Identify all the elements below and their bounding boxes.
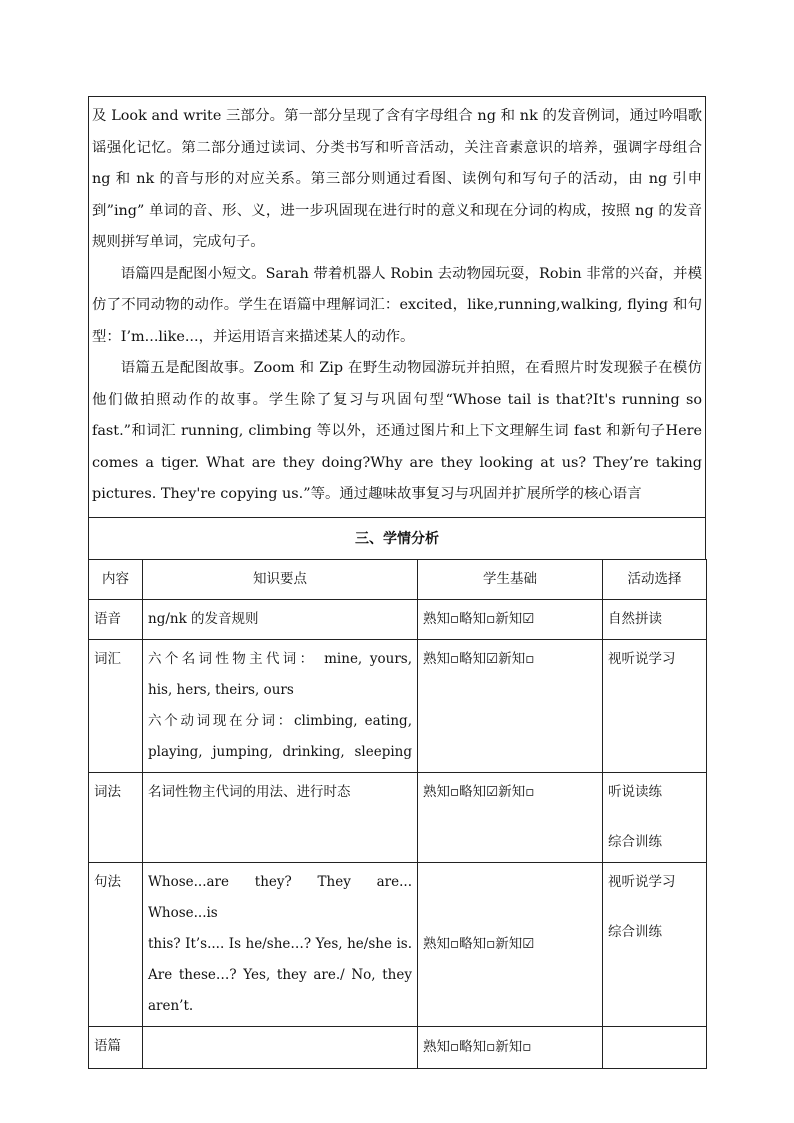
section-title: 三、学情分析 — [88, 517, 706, 559]
row-knowledge — [143, 1026, 418, 1068]
knowledge-line: his, hers, theirs, ours — [148, 681, 294, 698]
table-row — [89, 639, 707, 772]
document-page — [88, 96, 706, 1069]
row-basis: 熟知▫略知▫新知▫ — [418, 1026, 603, 1068]
knowledge-line: ng/nk 的发音规则 — [148, 610, 259, 627]
activity-line: 听说读练 — [608, 783, 662, 800]
analysis-table — [88, 559, 707, 1069]
intro-paragraph-2: 语篇四是配图小短文。Sarah 带着机器人 Robin 去动物园玩耍，Robin 非常的兴奋，并模仿了不同动物的动作。学生在语篇中理解词汇：excited，like,running,walking, flying 和句型：I’m...like...，并运用语言来描述某人的动作。 — [92, 265, 702, 345]
row-basis: 熟知▫略知▫新知☑ — [418, 599, 603, 639]
row-content: 词法 — [89, 772, 143, 862]
activity-line: 综合训练 — [608, 923, 662, 940]
knowledge-line: playing, jumping, drinking, sleeping — [148, 743, 412, 760]
row-activity — [603, 1026, 707, 1068]
row-content: 语篇 — [89, 1026, 143, 1068]
knowledge-line: aren’t. — [148, 997, 194, 1014]
table-row — [89, 1026, 707, 1068]
header-knowledge: 知识要点 — [143, 559, 418, 599]
activity-line: 自然拼读 — [608, 610, 662, 627]
activity-line: 视听说学习 — [608, 650, 676, 667]
intro-paragraph-3: 语篇五是配图故事。Zoom 和 Zip 在野生动物园游玩并拍照，在看照片时发现猴子在模仿他们做拍照动作的故事。学生除了复习与巩固句型“Whose tail is that?It's running so fast.”和词汇 running, climbing 等以外，还通过图片和上下文理解生词 fast 和新句子Here comes a tiger. What are they doing?Why are they looking at us? They’re taking pictures. They're copying us.”等。通过趣味故事复习与巩固并扩展所学的核心语言 — [92, 360, 702, 502]
knowledge-line: Whose...are they? They are... Whose...is — [148, 873, 412, 921]
knowledge-line: 六个动词现在分词：climbing, eating, — [148, 712, 412, 729]
intro-text-block — [88, 96, 706, 517]
table-header-row — [89, 559, 707, 599]
header-content: 内容 — [89, 559, 143, 599]
row-activity — [603, 599, 707, 639]
row-knowledge — [143, 772, 418, 862]
row-knowledge — [143, 599, 418, 639]
table-row — [89, 599, 707, 639]
activity-line: 视听说学习 — [608, 873, 676, 890]
knowledge-line: this? It’s.... Is he/she…? Yes, he/she is. — [148, 935, 412, 952]
row-basis: 熟知▫略知☑新知▫ — [418, 772, 603, 862]
table-row — [89, 862, 707, 1026]
row-activity — [603, 639, 707, 772]
row-content: 句法 — [89, 862, 143, 1026]
activity-line: 综合训练 — [608, 833, 662, 850]
intro-paragraph-1: 及 Look and write 三部分。第一部分呈现了含有字母组合 ng 和 nk 的发音例词，通过吟唱歌谣强化记忆。第二部分通过读词、分类书写和听音活动，关注音素意识的培养，强调字母组合 ng 和 nk 的音与形的对应关系。第三部分则通过看图、读例句和写句子的活动，由 ng 引申到”ing” 单词的音、形、义，进一步巩固现在进行时的意义和现在分词的构成，按照 ng 的发音规则拼写单词，完成句子。 — [92, 108, 702, 250]
row-basis: 熟知▫略知☑新知▫ — [418, 639, 603, 772]
row-knowledge — [143, 862, 418, 1026]
row-activity — [603, 772, 707, 862]
row-basis: 熟知▫略知▫新知☑ — [418, 862, 603, 1026]
row-content: 词汇 — [89, 639, 143, 772]
knowledge-line: 名词性物主代词的用法、进行时态 — [148, 783, 351, 800]
row-knowledge — [143, 639, 418, 772]
knowledge-line: 六个名词性物主代词： mine, yours, — [148, 650, 412, 667]
knowledge-line: Are these…? Yes, they are./ No, they — [148, 966, 412, 983]
table-row — [89, 772, 707, 862]
row-content: 语音 — [89, 599, 143, 639]
header-basis: 学生基础 — [418, 559, 603, 599]
header-activity: 活动选择 — [603, 559, 707, 599]
row-activity — [603, 862, 707, 1026]
